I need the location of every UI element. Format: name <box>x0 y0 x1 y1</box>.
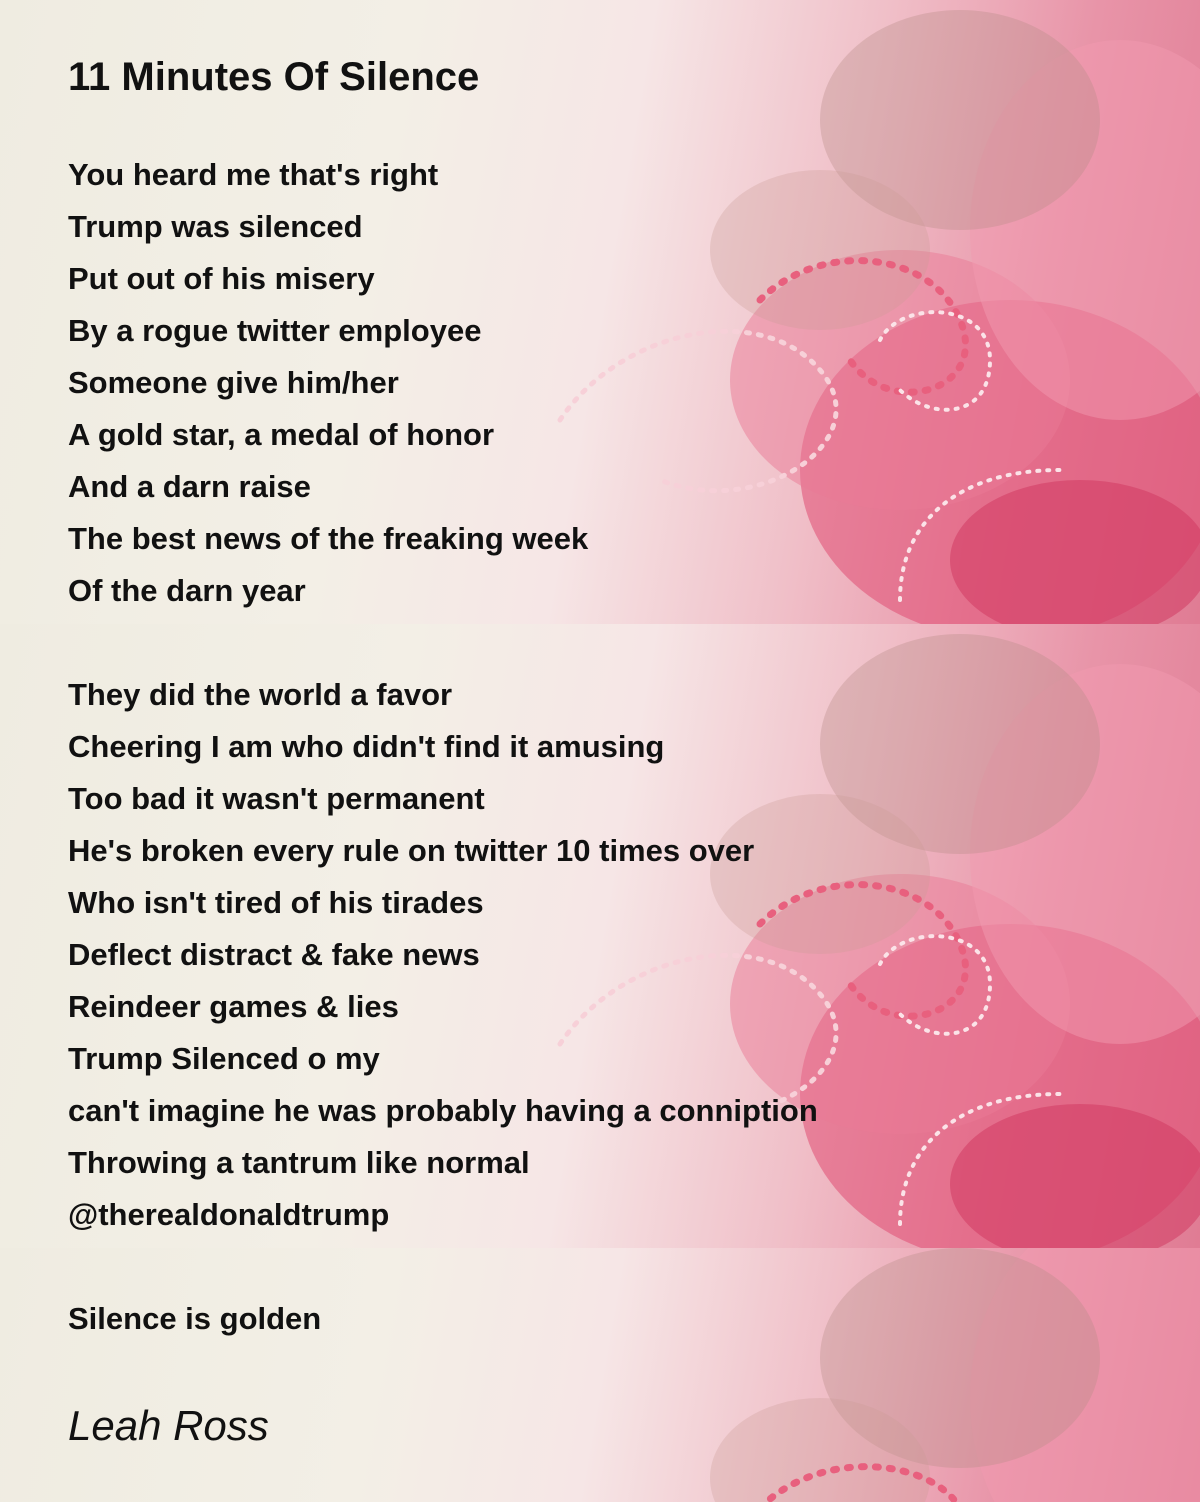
stanza-3 <box>68 1293 321 1345</box>
poem-line: Trump was silenced <box>68 209 363 244</box>
poem-line: He's broken every rule on twitter 10 times over <box>68 833 755 868</box>
poem-author: Leah Ross <box>68 1402 269 1449</box>
floral-decoration <box>0 1248 1200 1502</box>
poem-line: You heard me that's right <box>68 157 439 192</box>
poem-line: They did the world a favor <box>68 677 453 712</box>
poem-line: Someone give him/her <box>68 365 399 400</box>
poem-line: can't imagine he was probably having a conniption <box>68 1093 818 1128</box>
poem-line: Silence is golden <box>68 1301 322 1336</box>
poem-line: Cheering I am who didn't find it amusing <box>68 729 665 764</box>
stanza-1 <box>68 149 588 617</box>
poem-line: And a darn raise <box>68 469 311 504</box>
poem-line: Trump Silenced o my <box>68 1041 380 1076</box>
poem-line: Deflect distract & fake news <box>68 937 480 972</box>
poem-line: By a rogue twitter employee <box>68 313 482 348</box>
poem-line: Too bad it wasn't permanent <box>68 781 485 816</box>
poem-line: Of the darn year <box>68 573 306 608</box>
poem-line: The best news of the freaking week <box>68 521 589 556</box>
stanza-2 <box>68 669 818 1241</box>
poem-line: Throwing a tantrum like normal <box>68 1145 530 1180</box>
background-tile-3 <box>0 1248 1200 1502</box>
poem-line: Put out of his misery <box>68 261 375 296</box>
poem-line: Reindeer games & lies <box>68 989 399 1024</box>
poem-line: Who isn't tired of his tirades <box>68 885 484 920</box>
poem-line: @therealdonaldtrump <box>68 1197 390 1232</box>
poem-title: 11 Minutes Of Silence <box>68 55 480 99</box>
poem-line: A gold star, a medal of honor <box>68 417 495 452</box>
